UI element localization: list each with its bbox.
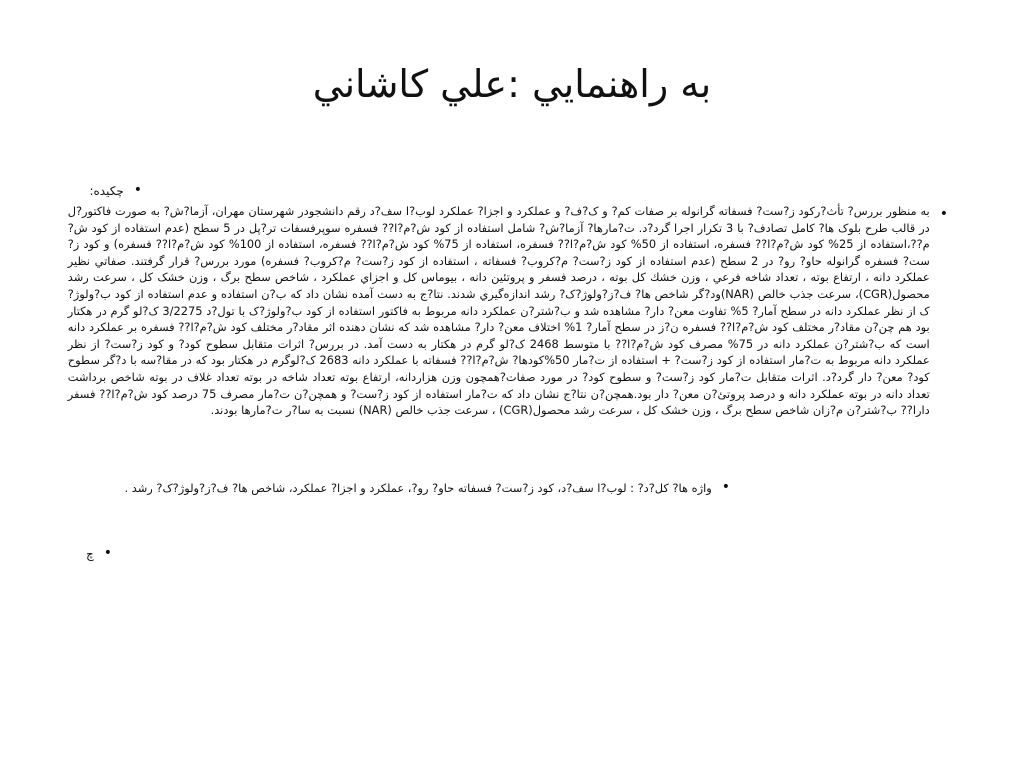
bullet-icon: • xyxy=(721,479,730,495)
bullet-icon: • xyxy=(939,206,948,222)
keywords-line: واژه ها? کل?د? : لوب?ا سف?د، کود ز?ست? فسفاته حاو? رو?، عملکرد و اجزا? عملکرد، شاخص ها? ف?ز?ولوژ?ک? رشد . xyxy=(124,481,712,495)
bullet-icon: • xyxy=(103,545,112,561)
abstract-heading: چكيده: xyxy=(89,184,124,198)
keywords-item xyxy=(58,480,730,496)
abstract-heading-item xyxy=(60,183,142,199)
abstract-body: به منظور بررس? تأث?رکود ز?ست? فسفاته گرانوله بر صفات کم? و ک?ف? و عملکرد و اجزا? عملکرد لوب?ا سف?د رقم دانشجودر شهرستان مهران، آزما?ش? به صورت فاکتور?ل در قالب طرح بلوک ها? کامل تصادف? با 3 تکرار اجرا گرد?د. ت?مارها? آزما?ش? شامل استفاده از کود ش?م?ا?? فسفره سوپرفسفات تر?پل در 5 سطح (عدم استفاده از کود ش?م??،استفاده از 25% کود ش?م?ا?? فسفره، استفاده از 50% کود ش?م?ا?? فسفره، استفاده از 75% کود ش?م?ا?? فسفره، استفاده از 100% کود ش?م?ا?? فسفره) و کود ز?ست? فسفره گرانوله حاو? رو? در 2 سطح (عدم استفاده از کود ز?ست? م?کروب? فسفاته ، استفاده از کود ز?ست? م?کروب? فسفره) مورد بررس? قرار گرفتند. صفاتي نظير عملكرد دانه ، ارتفاع بوته ، تعداد شاخه فرعي ، وزن خشك كل بوته ، درصد فسفر و پروتئين دانه ، بيوماس كل و اجزاي عملكرد ، شاخص سطح برگ ، وزن خشک کل ، سرعت رشد محصول(CGR)، سرعت جذب خالص (NAR)ود?گر شاخص ها? ف?ز?ولوژ?ک? رشد اندازه‌گيري شدند. نتا?ج به دست آمده نشان داد که ب?ن استفاده و عدم استفاده از کود ب?ولوژ?ک از نظر عملکرد دانه در سطح آمار? 5% تفاوت معن? دار? مشاهده شد و ب?شتر?ن عملکرد دانه مربوط به فاکتور استفاده از کود ب?ولوژ?ک با تول?د 3/2275 ک?لو گرم در هکتار بود هم چن?ن مقاد?ر مختلف کود ش?م?ا?? فسفره ن?ز در سطح آمار? 1% اختلاف معن? دار? مشاهده شد که نشان دهنده اثر مقاد?ر مختلف کود ش?م?ا?? فسفره بر عملکرد دانه است که ب?شتر?ن عملکرد دانه در 75% مصرف کود ش?م?ا?? با متوسط 2468 ک?لو گرم در هکتار به دست آمد. در بررس? اثرات متقابل سطوح کود? و کود ز?ست? از نظر عملکرد دانه مربوط به ت?مار استفاده از کود ز?ست? + استفاده از ت?مار 50%کودها? ش?م?ا?? فسفاته با عملکرد دانه 2683 ک?لوگرم در هکتار بود که در مقا?سه با د?گر سطوح کود? معن? دار گرد?د. اثرات متقابل ت?مار کود ز?ست? و سطوح کود? در مورد صفات?همچون وزن هزاردانه، ارتفاع بوته تعداد شاخه در بوته تعداد غلاف در بوته شاخص برداشت تعداد دانه در بوته عملکرد دانه و درصد پروتئ?ن معن? دار بود.همچن?ن نتا?ج نشان داد که ت?مار استفاده از کود ز?ست? و همچن?ن ت?مار مصرف 75 درصد کود ش?م?ا?? فسفر دارا?? ب?شتر?ن م?زان شاخص سطح برگ ، وزن خشک کل ، سرعت رشد محصول(CGR) ، سرعت جذب خالص (NAR) نسبت به سا?ر ت?مارها بودند. xyxy=(67,204,930,418)
slide-title: به راهنمايي :علي كاشاني xyxy=(312,62,712,106)
trailing-character: چ xyxy=(85,547,94,561)
bullet-icon: • xyxy=(133,182,142,198)
trailing-item xyxy=(58,546,112,562)
abstract-body-item xyxy=(58,203,948,419)
